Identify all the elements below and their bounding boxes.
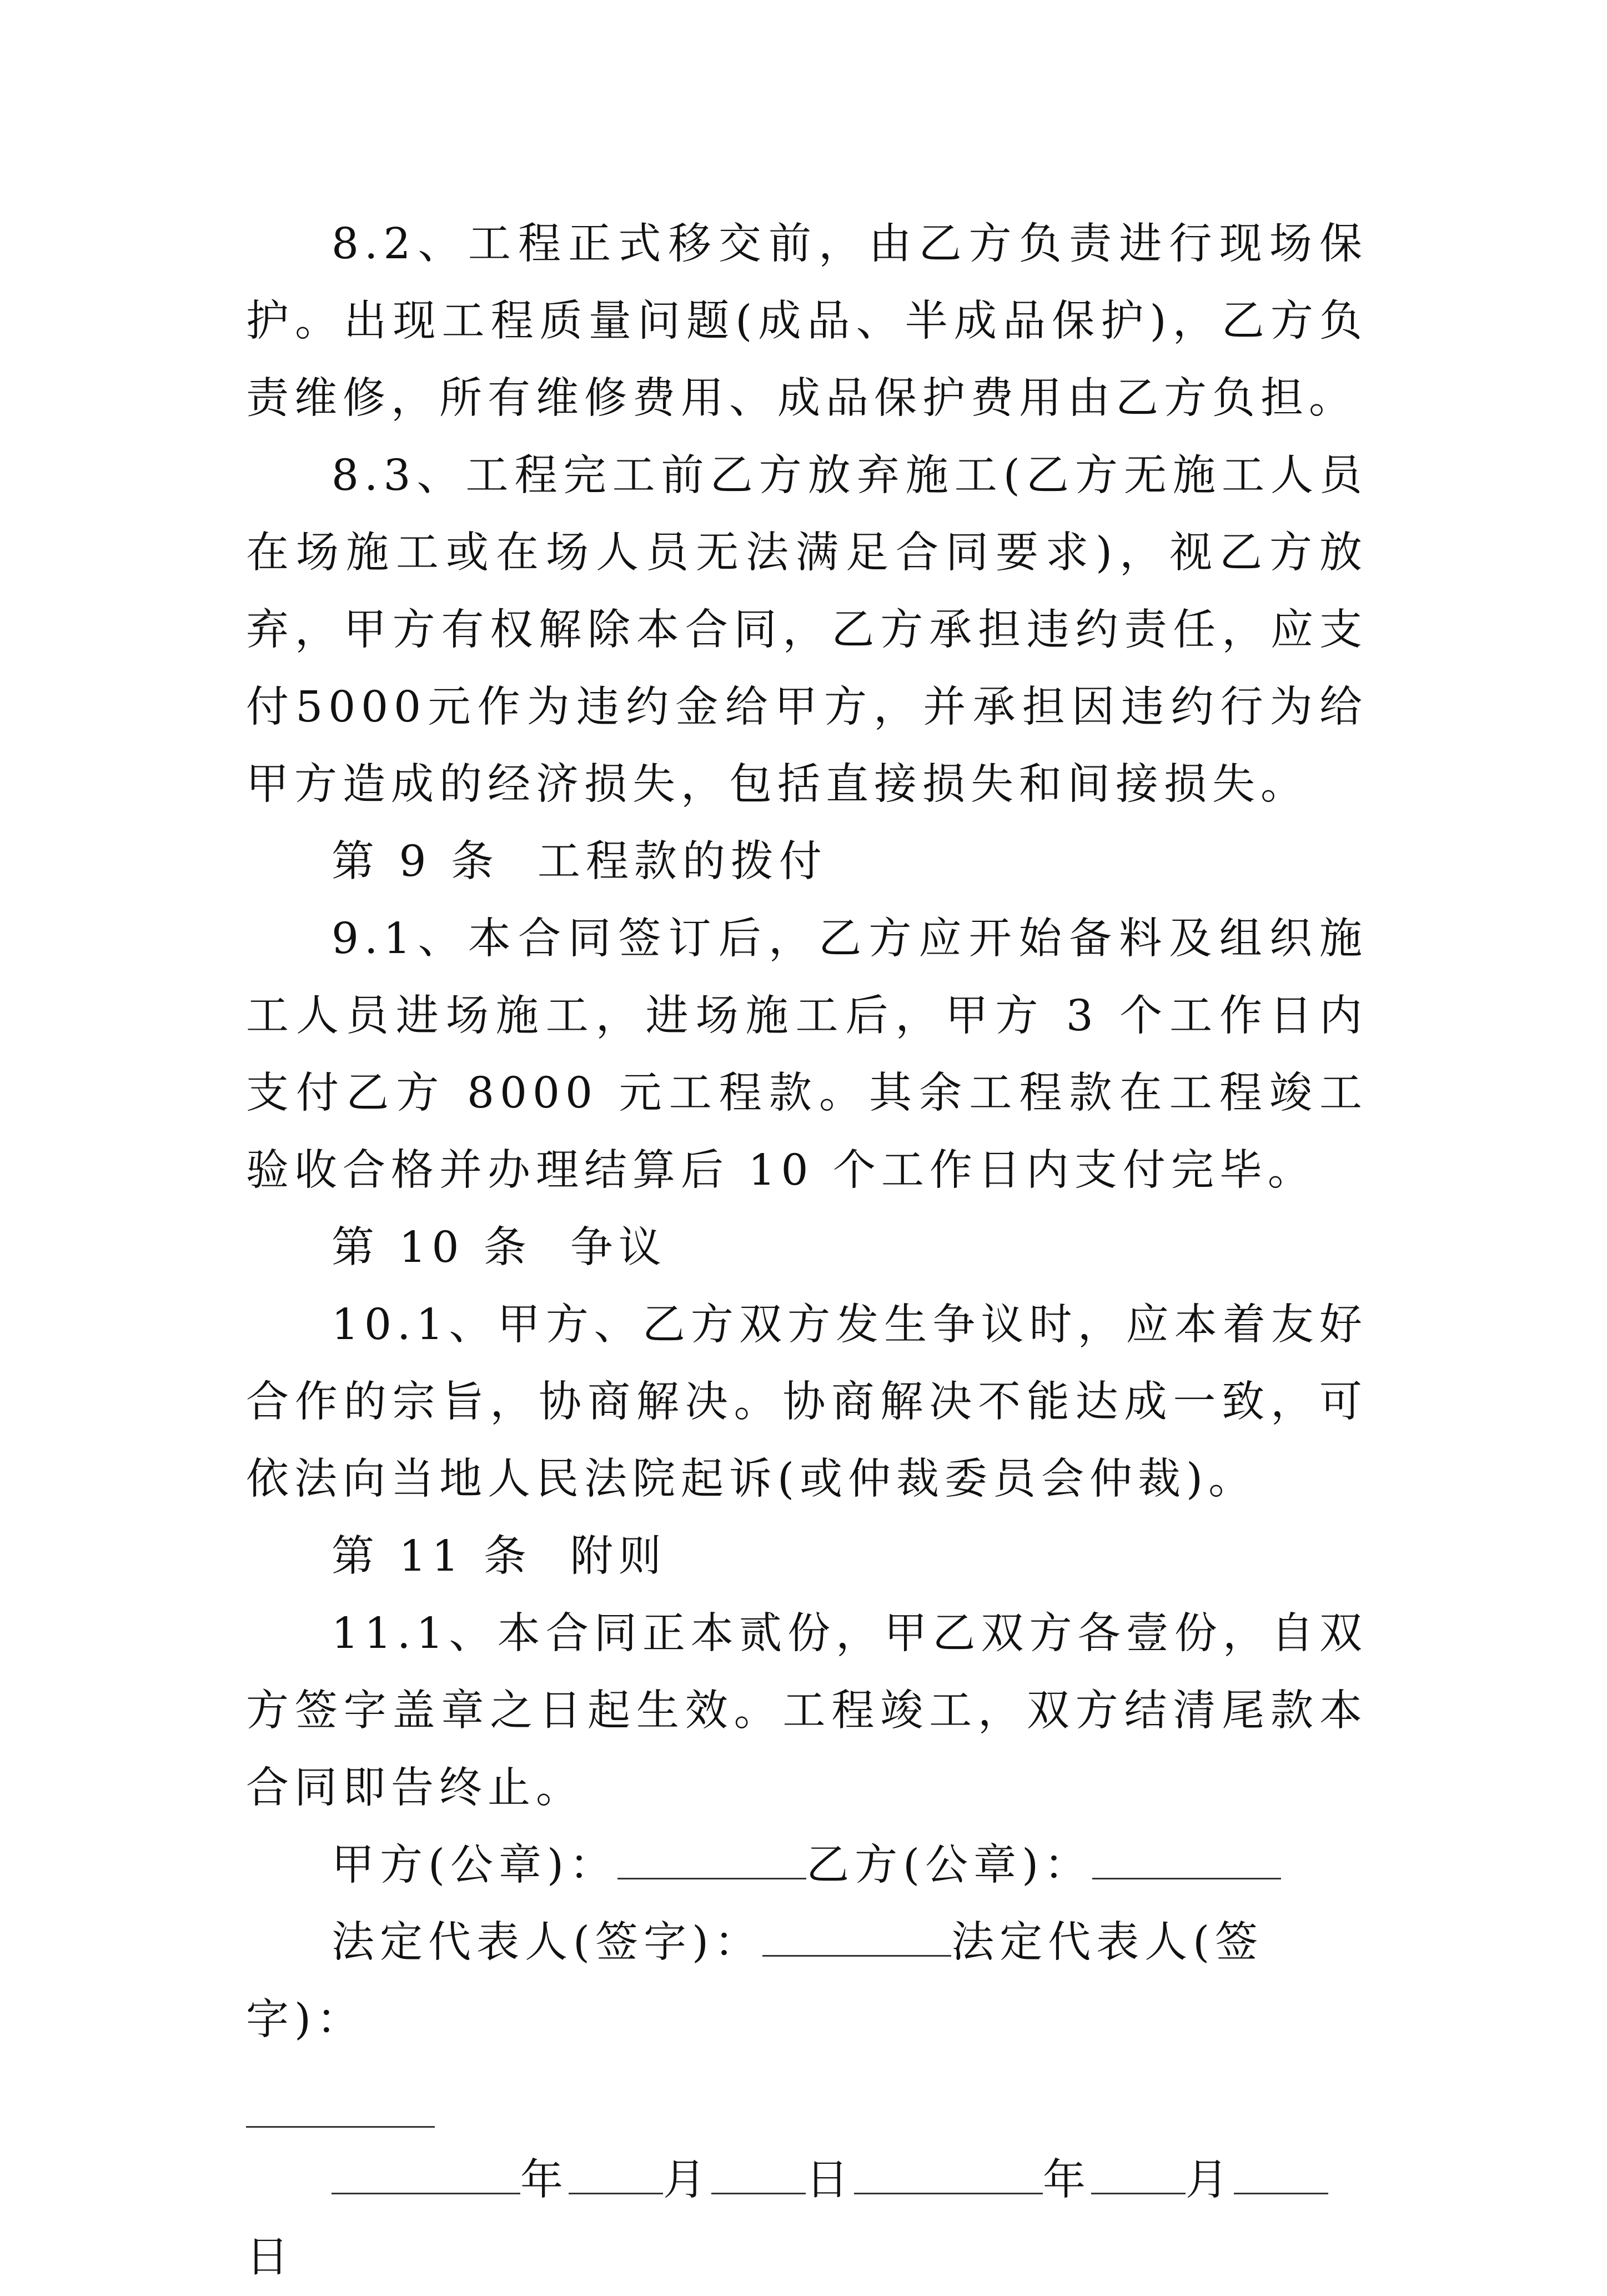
day-b-blank — [1234, 2159, 1328, 2194]
day-a-label: 日 — [806, 2155, 854, 2205]
legal-rep-line — [246, 1904, 1368, 2058]
year-a-label: 年 — [520, 2155, 569, 2205]
legal-rep-b-label: 法定代表人(签字)： — [246, 1918, 1264, 2044]
month-a-blank — [569, 2159, 663, 2194]
month-a-label: 月 — [663, 2155, 711, 2205]
year-b-label: 年 — [1043, 2155, 1091, 2205]
year-b-blank — [854, 2159, 1043, 2194]
seal-line — [246, 1827, 1368, 1904]
party-a-seal-label: 甲方(公章)： — [332, 1841, 618, 1890]
clause-11-1: 11.1、本合同正本贰份，甲乙双方各壹份，自双方签字盖章之日起生效。工程竣工，双方结清尾款本合同即告终止。 — [246, 1609, 1368, 1813]
legal-rep-a-blank — [762, 1922, 951, 1957]
article-10-heading: 第 10 条 争议 — [332, 1223, 667, 1272]
day-a-blank — [711, 2159, 806, 2194]
date-line — [246, 2142, 1368, 2296]
clause-9-1: 9.1、本合同签订后，乙方应开始备料及组织施工人员进场施工，进场施工后，甲方 3 个工作日内支付乙方 8000 元工程款。其余工程款在工程竣工验收合格并办理结算后 10 个工作日内支付完毕。 — [246, 914, 1368, 1195]
party-a-seal-blank — [617, 1844, 806, 1879]
article-11-heading: 第 11 条 附则 — [332, 1532, 667, 1581]
clause-10-1: 10.1、甲方、乙方双方发生争议时，应本着友好合作的宗旨，协商解决。协商解决不能达成一致，可依法向当地人民法院起诉(或仲裁委员会仲裁)。 — [246, 1300, 1368, 1504]
party-b-seal-blank — [1092, 1844, 1281, 1879]
month-b-label: 月 — [1186, 2155, 1234, 2205]
legal-rep-a-label: 法定代表人(签字)： — [332, 1918, 763, 1967]
party-b-seal-label: 乙方(公章)： — [806, 1841, 1093, 1890]
article-9-heading: 第 9 条 工程款的拨付 — [332, 837, 827, 886]
year-a-blank — [332, 2159, 520, 2194]
month-b-blank — [1091, 2159, 1186, 2194]
document-body — [246, 205, 1368, 2296]
clause-8-2: 8.2、工程正式移交前，由乙方负责进行现场保护。出现工程质量问题(成品、半成品保护)，乙方负责维修，所有维修费用、成品保护费用由乙方负担。 — [246, 219, 1368, 423]
day-b-label: 日 — [246, 2233, 294, 2282]
legal-rep-b-blank — [246, 2093, 435, 2128]
clause-8-3: 8.3、工程完工前乙方放弃施工(乙方无施工人员在场施工或在场人员无法满足合同要求)，视乙方放弃，甲方有权解除本合同，乙方承担违约责任，应支付5000元作为违约金给甲方，并承担因违约行为给甲方造成的经济损失，包括直接损失和间接损失。 — [246, 451, 1368, 809]
legal-rep-b-blank-line — [246, 2075, 1368, 2119]
